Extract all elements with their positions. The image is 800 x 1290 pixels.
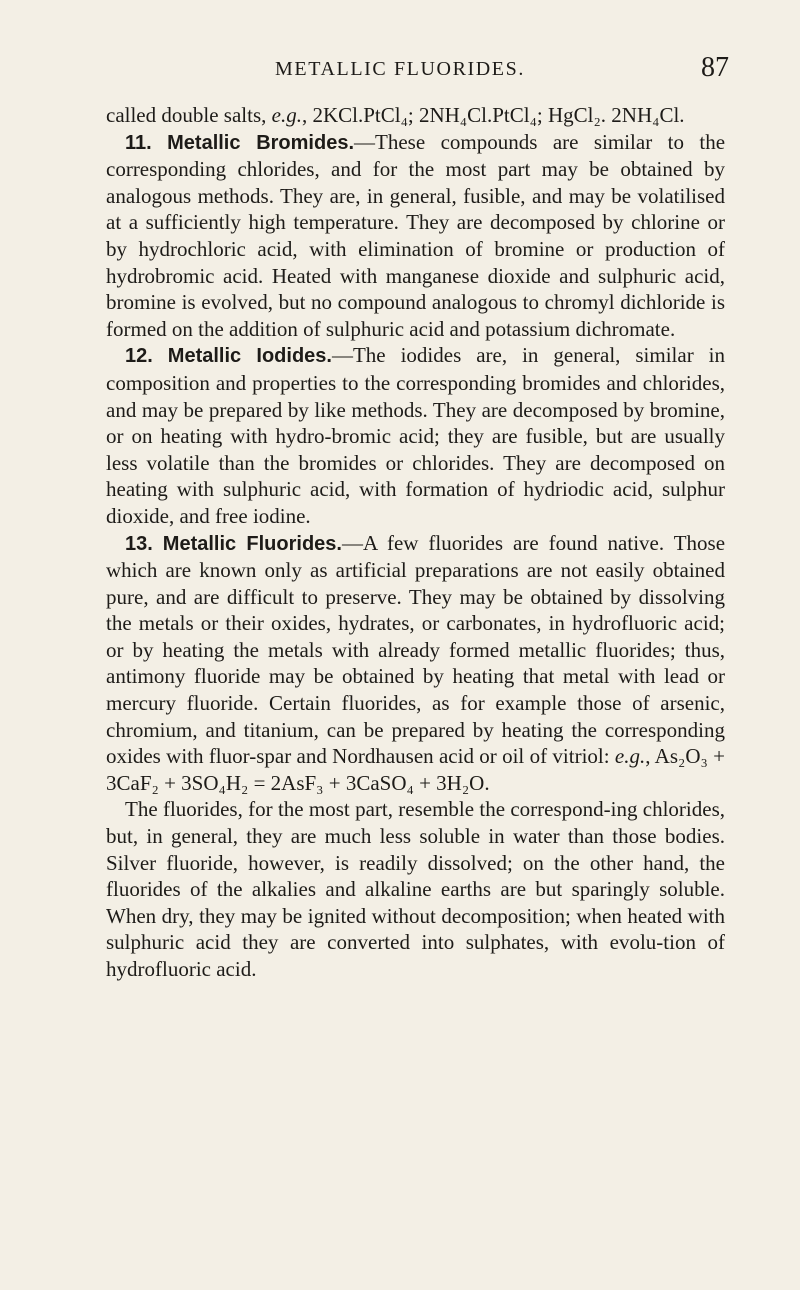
section-number: 12. (125, 345, 153, 368)
italic-eg: e.g. (614, 744, 646, 769)
chemical-equation: , As₂O₃ + 3CaF₂ + 3SO₄H₂ = 2AsF₃ + 3CaSO₄ + 3H₂O. (106, 744, 725, 795)
text-run: called double salts, (106, 103, 272, 127)
section-number: 11. (125, 131, 152, 154)
paragraph-text: The fluorides, for the most part, resemble the correspond-ing chlorides, but, in general, they are much less soluble in water than those bodies. Silver fluoride, however, is readily dissolved; on the other hand, the fluorides of the alkalies and alkaline earths are but sparingly soluble. When dry, they may be ignited without decomposition; when heated with sulphuric acid they are converted into sulphates, with evolu-tion of hydrofluoric acid. (106, 797, 725, 981)
section-heading: Metallic Iodides. (167, 345, 332, 368)
running-head (0, 52, 800, 88)
paragraph-continuation (106, 102, 725, 129)
section-body: —These compounds are similar to the corresponding chlorides, and for the most part may be obtained by analogous methods. They are, in general, fusible, and may be volatilised at a sufficiently high temperature. They are decomposed by chlorine or by hydrochloric acid, with elimination of bromine or production of hydrobromic acid. Heated with manganese dioxide and sulphuric acid, bromine is evolved, but no compound analogous to chromyl dichloride is formed on the addition of sulphuric acid and potassium dichromate. (106, 129, 726, 341)
section-11 (106, 129, 725, 343)
italic-eg: e.g. (271, 103, 302, 127)
body-text (106, 102, 725, 983)
section-body: —The iodides are, in general, similar in composition and properties to the corresponding bromides and chlorides, and may be prepared by like methods. They are decomposed by bromine, or on heating with hydro-bromic acid; they are fusible, but are usually less volatile than the bromides or chlorides. They are decomposed on heating with sulphuric acid, with formation of hydriodic acid, sulphur dioxide, and free iodine. (106, 343, 726, 528)
formula-run: , 2KCl.PtCl₄; 2NH₄Cl.PtCl₄; HgCl₂. 2NH₄Cl. (301, 103, 685, 127)
section-heading: Metallic Fluorides. (162, 532, 342, 555)
section-12 (106, 342, 725, 529)
running-title: METALLIC FLUORIDES. (275, 58, 525, 80)
section-heading: Metallic Bromides. (167, 131, 355, 154)
section-13 (106, 530, 725, 797)
page-number: 87 (701, 52, 729, 83)
section-number: 13. (125, 532, 153, 555)
paragraph-fluoride-properties (106, 796, 725, 982)
section-body: —A few fluorides are found native. Those which are known only as artificial preparations are not easily obtained pure, and are difficult to preserve. They may be obtained by dissolving the metals or their oxides, hydrates, or carbonates, in hydrofluoric acid; or by heating the metals with already formed metallic fluorides; thus, antimony fluoride may be obtained by heating that metal with lead or mercury fluoride. Certain fluorides, as for example those of arsenic, chromium, and titanium, can be prepared by heating the corresponding oxides with fluor-spar and Nordhausen acid or oil of vitriol: (106, 530, 726, 769)
